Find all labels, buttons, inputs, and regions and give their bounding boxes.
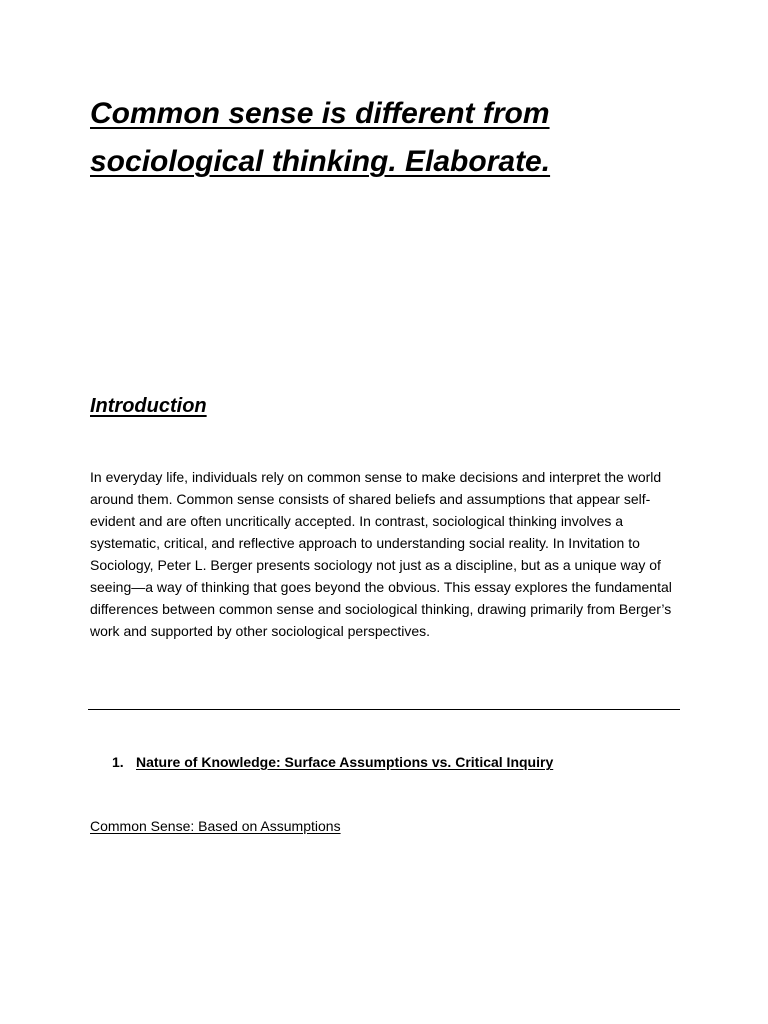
section-list	[112, 752, 553, 772]
section-1-heading: Nature of Knowledge: Surface Assumptions vs. Critical Inquiry	[136, 754, 554, 770]
section-divider	[88, 709, 680, 710]
common-sense-subheading: Common Sense: Based on Assumptions	[90, 818, 341, 834]
list-item	[112, 752, 553, 772]
list-item-number: 1.	[112, 754, 124, 770]
introduction-paragraph: In everyday life, individuals rely on common sense to make decisions and interpret the world around them. Common sense consists of shared beliefs and assumptions that appear self-evident and are often uncritically accepted. In contrast, sociological thinking involves a systematic, critical, and reflective approach to understanding social reality. In Invitation to Sociology, Peter L. Berger presents sociology not just as a discipline, but as a unique way of seeing—a way of thinking that goes beyond the obvious. This essay explores the fundamental differences between common sense and sociological thinking, drawing primarily from Berger’s work and supported by other sociological perspectives.	[90, 469, 672, 639]
introduction-heading: Introduction	[90, 395, 207, 417]
document-title: Common sense is different from sociological thinking. Elaborate.	[90, 97, 551, 178]
